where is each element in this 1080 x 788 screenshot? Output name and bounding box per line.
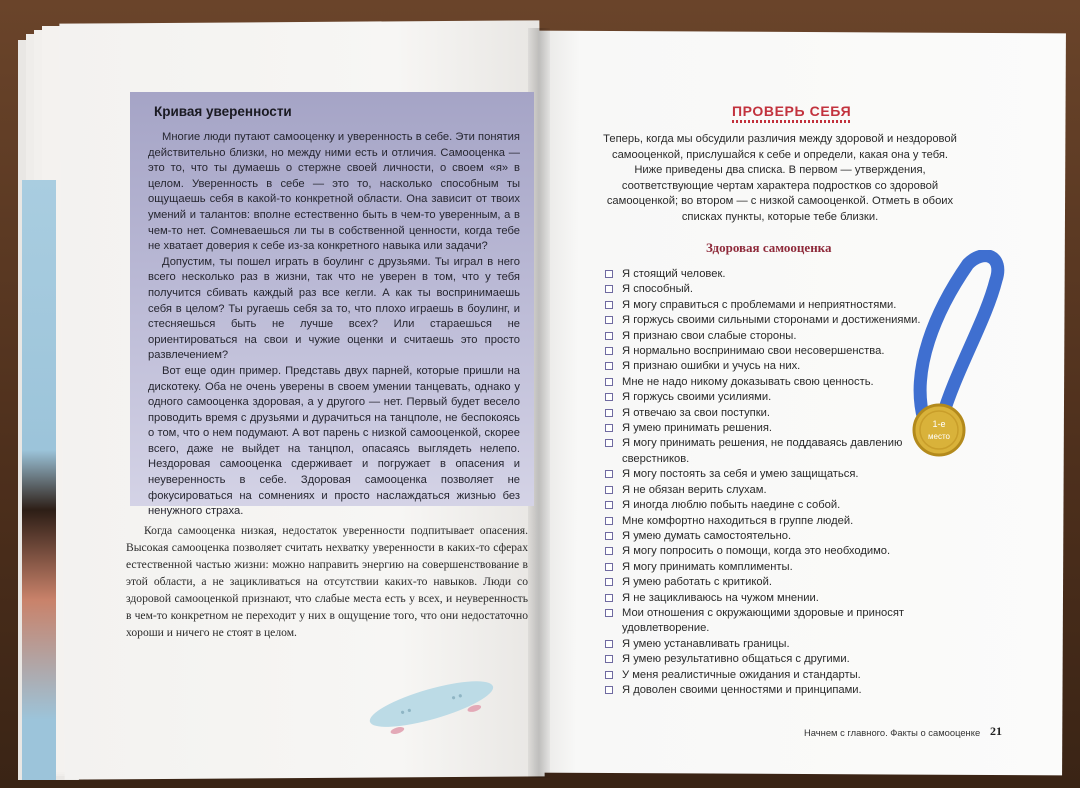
list-item[interactable] xyxy=(604,652,934,667)
list-item-text: Я могу принимать решения, не поддаваясь давлению сверстников. xyxy=(622,437,903,465)
checkbox-icon[interactable] xyxy=(605,424,613,432)
checkbox-icon[interactable] xyxy=(605,486,613,494)
list-item-text: Я признаю ошибки и учусь на них. xyxy=(622,360,801,373)
list-item-text: Я умею результативно общаться с другими. xyxy=(622,653,850,666)
checkbox-icon[interactable] xyxy=(605,316,613,324)
checkbox-icon[interactable] xyxy=(605,393,613,401)
checkbox-icon[interactable] xyxy=(605,332,613,340)
checkbox-icon[interactable] xyxy=(605,517,613,525)
list-item-text: Я умею работать с критикой. xyxy=(622,576,772,589)
checkbox-icon[interactable] xyxy=(605,270,613,278)
list-item-text: У меня реалистичные ожидания и стандарты. xyxy=(622,668,861,681)
checkbox-icon[interactable] xyxy=(605,347,613,355)
cover-illustration-edge xyxy=(22,180,56,780)
list-item-text: Я могу постоять за себя и умею защищаться. xyxy=(622,468,859,481)
list-item-text: Я иногда люблю побыть наедине с собой. xyxy=(622,499,841,512)
checkbox-icon[interactable] xyxy=(605,409,613,417)
list-item[interactable] xyxy=(604,267,934,282)
list-item-text: Я могу справиться с проблемами и неприятностями. xyxy=(622,298,897,311)
list-item-text: Я горжусь своими усилиями. xyxy=(622,391,772,404)
list-item-text: Я умею устанавливать границы. xyxy=(622,637,790,650)
checkbox-icon[interactable] xyxy=(605,439,613,447)
list-item[interactable] xyxy=(604,637,934,652)
checkbox-icon[interactable] xyxy=(605,378,613,386)
section-heading: ПРОВЕРЬ СЕБЯ xyxy=(732,103,852,119)
box-paragraph: Допустим, ты пошел играть в боулинг с друзьями. Ты играл в него всего несколько раз в жизни, так что не уверен в том, что у тебя получится сбивать каждый раз все кегли. А как ты воспринимаешь себя в целом? Ты ругаешь себя за то, что плохо играешь в боулинг, и стесняешься быть не лучше всех? Или стараешься не ориентироваться на свои и чужие оценки и считаешь это просто развлечением? xyxy=(148,255,520,362)
list-item[interactable] xyxy=(604,375,934,390)
list-item[interactable] xyxy=(604,329,934,344)
list-item[interactable] xyxy=(604,514,934,529)
list-item-text: Я могу принимать комплименты. xyxy=(622,560,793,573)
list-item-text: Я умею принимать решения. xyxy=(622,422,772,435)
checkbox-icon[interactable] xyxy=(605,285,613,293)
checkbox-icon[interactable] xyxy=(605,686,613,694)
list-item-text: Я отвечаю за свои поступки. xyxy=(622,406,770,419)
checkbox-icon[interactable] xyxy=(605,655,613,663)
list-item-text: Мои отношения с окружающими здоровые и приносят удовлетворение. xyxy=(622,606,905,635)
list-item-text: Я горжусь своими сильными сторонами и достижениями. xyxy=(622,314,921,327)
list-item[interactable] xyxy=(604,313,934,328)
page-number: 21 xyxy=(990,724,1002,738)
list-item[interactable] xyxy=(604,282,934,297)
checkbox-icon[interactable] xyxy=(605,547,613,555)
list-item-text: Я могу попросить о помощи, когда это необходимо. xyxy=(622,545,891,558)
list-item[interactable] xyxy=(604,421,934,436)
list-item[interactable] xyxy=(604,467,934,482)
list-item[interactable] xyxy=(604,498,934,513)
skateboard-icon xyxy=(362,666,502,746)
list-item[interactable] xyxy=(604,344,934,359)
box-paragraph: Многие люди путают самооценку и уверенность в себе. Эти понятия действительно близки, но между ними есть и отличия. Самооценка — это то, что ты думаешь о стержне своей личности, о своем «я» в целом. Уверенность в себе — это то, насколько способным ты ощущаешь себя в какой-то конкретной области. Она зависит от твоих умений и талантов: вполне естественно быть в чем-то уверенным, а в чем-то нет. Сомневаешься ли ты в собственной ценности, когда тебе не хватает доверия к себе из-за конкретного навыка или задачи? xyxy=(148,131,520,253)
list-item[interactable] xyxy=(604,606,934,637)
running-footer: Начнем с главного. Факты о самооценке xyxy=(804,727,981,738)
medal-label-line: 1-е xyxy=(932,419,946,429)
list-item[interactable] xyxy=(604,390,934,405)
list-item-text: Мне комфортно находиться в группе людей. xyxy=(622,514,854,527)
checkbox-icon[interactable] xyxy=(605,594,613,602)
list-item[interactable] xyxy=(604,483,934,498)
self-check-list xyxy=(604,267,934,698)
list-subheading: Здоровая самооценка xyxy=(706,240,832,255)
list-item[interactable] xyxy=(604,298,934,313)
box-paragraph: Вот еще один пример. Представь двух парней, которые пришли на дискотеку. Оба не очень уверены в своем умении танцевать, однако у одного самооценка здоровая, а у другого — нет. Первый будет весело проводить время с друзьями и дурачиться на танцполе, не беспокоясь о том, что о нем подумают. А вот парень с низкой самооценкой, скорее всего, даже не выйдет на танцпол, опасаясь выглядеть нелепо. Нездоровая самооценка сдерживает и погружает в опасения и неуверенность в себе. Здоровая самооценка позволяет не фокусироваться на сомнениях и просто наслаждаться жизнью без ненужного страха. xyxy=(148,364,520,518)
checkbox-icon[interactable] xyxy=(605,671,613,679)
list-item[interactable] xyxy=(604,544,934,559)
list-item-text: Я умею думать самостоятельно. xyxy=(622,529,792,542)
list-item[interactable] xyxy=(604,591,934,606)
medal-icon xyxy=(906,250,1006,460)
body-text xyxy=(126,522,528,641)
checkbox-icon[interactable] xyxy=(605,563,613,571)
medal-label-line: место xyxy=(928,432,950,441)
list-item-text: Я признаю свои слабые стороны. xyxy=(622,329,797,342)
body-paragraph: Когда самооценка низкая, недостаток уверенности подпитывает опасения. Высокая самооценка позволяет считать нехватку уверенности в каких-то сферах естественной частью жизни: можно направить энергию на совершенствование в этой области, а не зацикливаться на отсутствии каких-то навыков. Люди со здоровой самооценкой признают, что слабые места есть у всех, и неуверенность в чем-то конкретном не переходит у них в ощущение того, что они недостаточно хороши и ничего не стоят в целом. xyxy=(126,524,528,639)
box-text xyxy=(148,130,520,520)
checkbox-icon[interactable] xyxy=(605,640,613,648)
list-item[interactable] xyxy=(604,668,934,683)
checkbox-icon[interactable] xyxy=(605,470,613,478)
checkbox-icon[interactable] xyxy=(605,532,613,540)
list-item-text: Я нормально воспринимаю свои несовершенства. xyxy=(622,345,885,358)
checkbox-icon[interactable] xyxy=(605,362,613,370)
box-title: Кривая уверенности xyxy=(154,104,292,119)
list-item[interactable] xyxy=(604,683,934,698)
list-item-text: Я не зацикливаюсь на чужом мнении. xyxy=(622,591,819,604)
list-item[interactable] xyxy=(604,575,934,590)
checkbox-icon[interactable] xyxy=(605,301,613,309)
list-item[interactable] xyxy=(604,359,934,374)
list-item[interactable] xyxy=(604,560,934,575)
intro-text: Теперь, когда мы обсудили различия между здоровой и нездоровой самооценкой, прислушайся к себе и определи, какая она у тебя. Ниже приведены два списка. В первом — утверждения, соответствующие чертам характера подростков со здоровой самооценкой; во втором — с низкой самооценкой. Отметь в обоих списках пункты, которые тебе близки. xyxy=(603,133,957,223)
list-item[interactable] xyxy=(604,406,934,421)
checkbox-icon[interactable] xyxy=(605,501,613,509)
checkbox-icon[interactable] xyxy=(605,578,613,586)
list-item-text: Я не обязан верить слухам. xyxy=(622,483,767,496)
list-item-text: Мне не надо никому доказывать свою ценность. xyxy=(622,375,874,388)
list-item[interactable] xyxy=(604,529,934,544)
list-item-text: Я доволен своими ценностями и принципами. xyxy=(622,683,862,696)
list-item[interactable] xyxy=(604,436,934,467)
list-item-text: Я способный. xyxy=(622,283,693,296)
list-item-text: Я стоящий человек. xyxy=(622,268,726,280)
checkbox-icon[interactable] xyxy=(605,609,613,617)
